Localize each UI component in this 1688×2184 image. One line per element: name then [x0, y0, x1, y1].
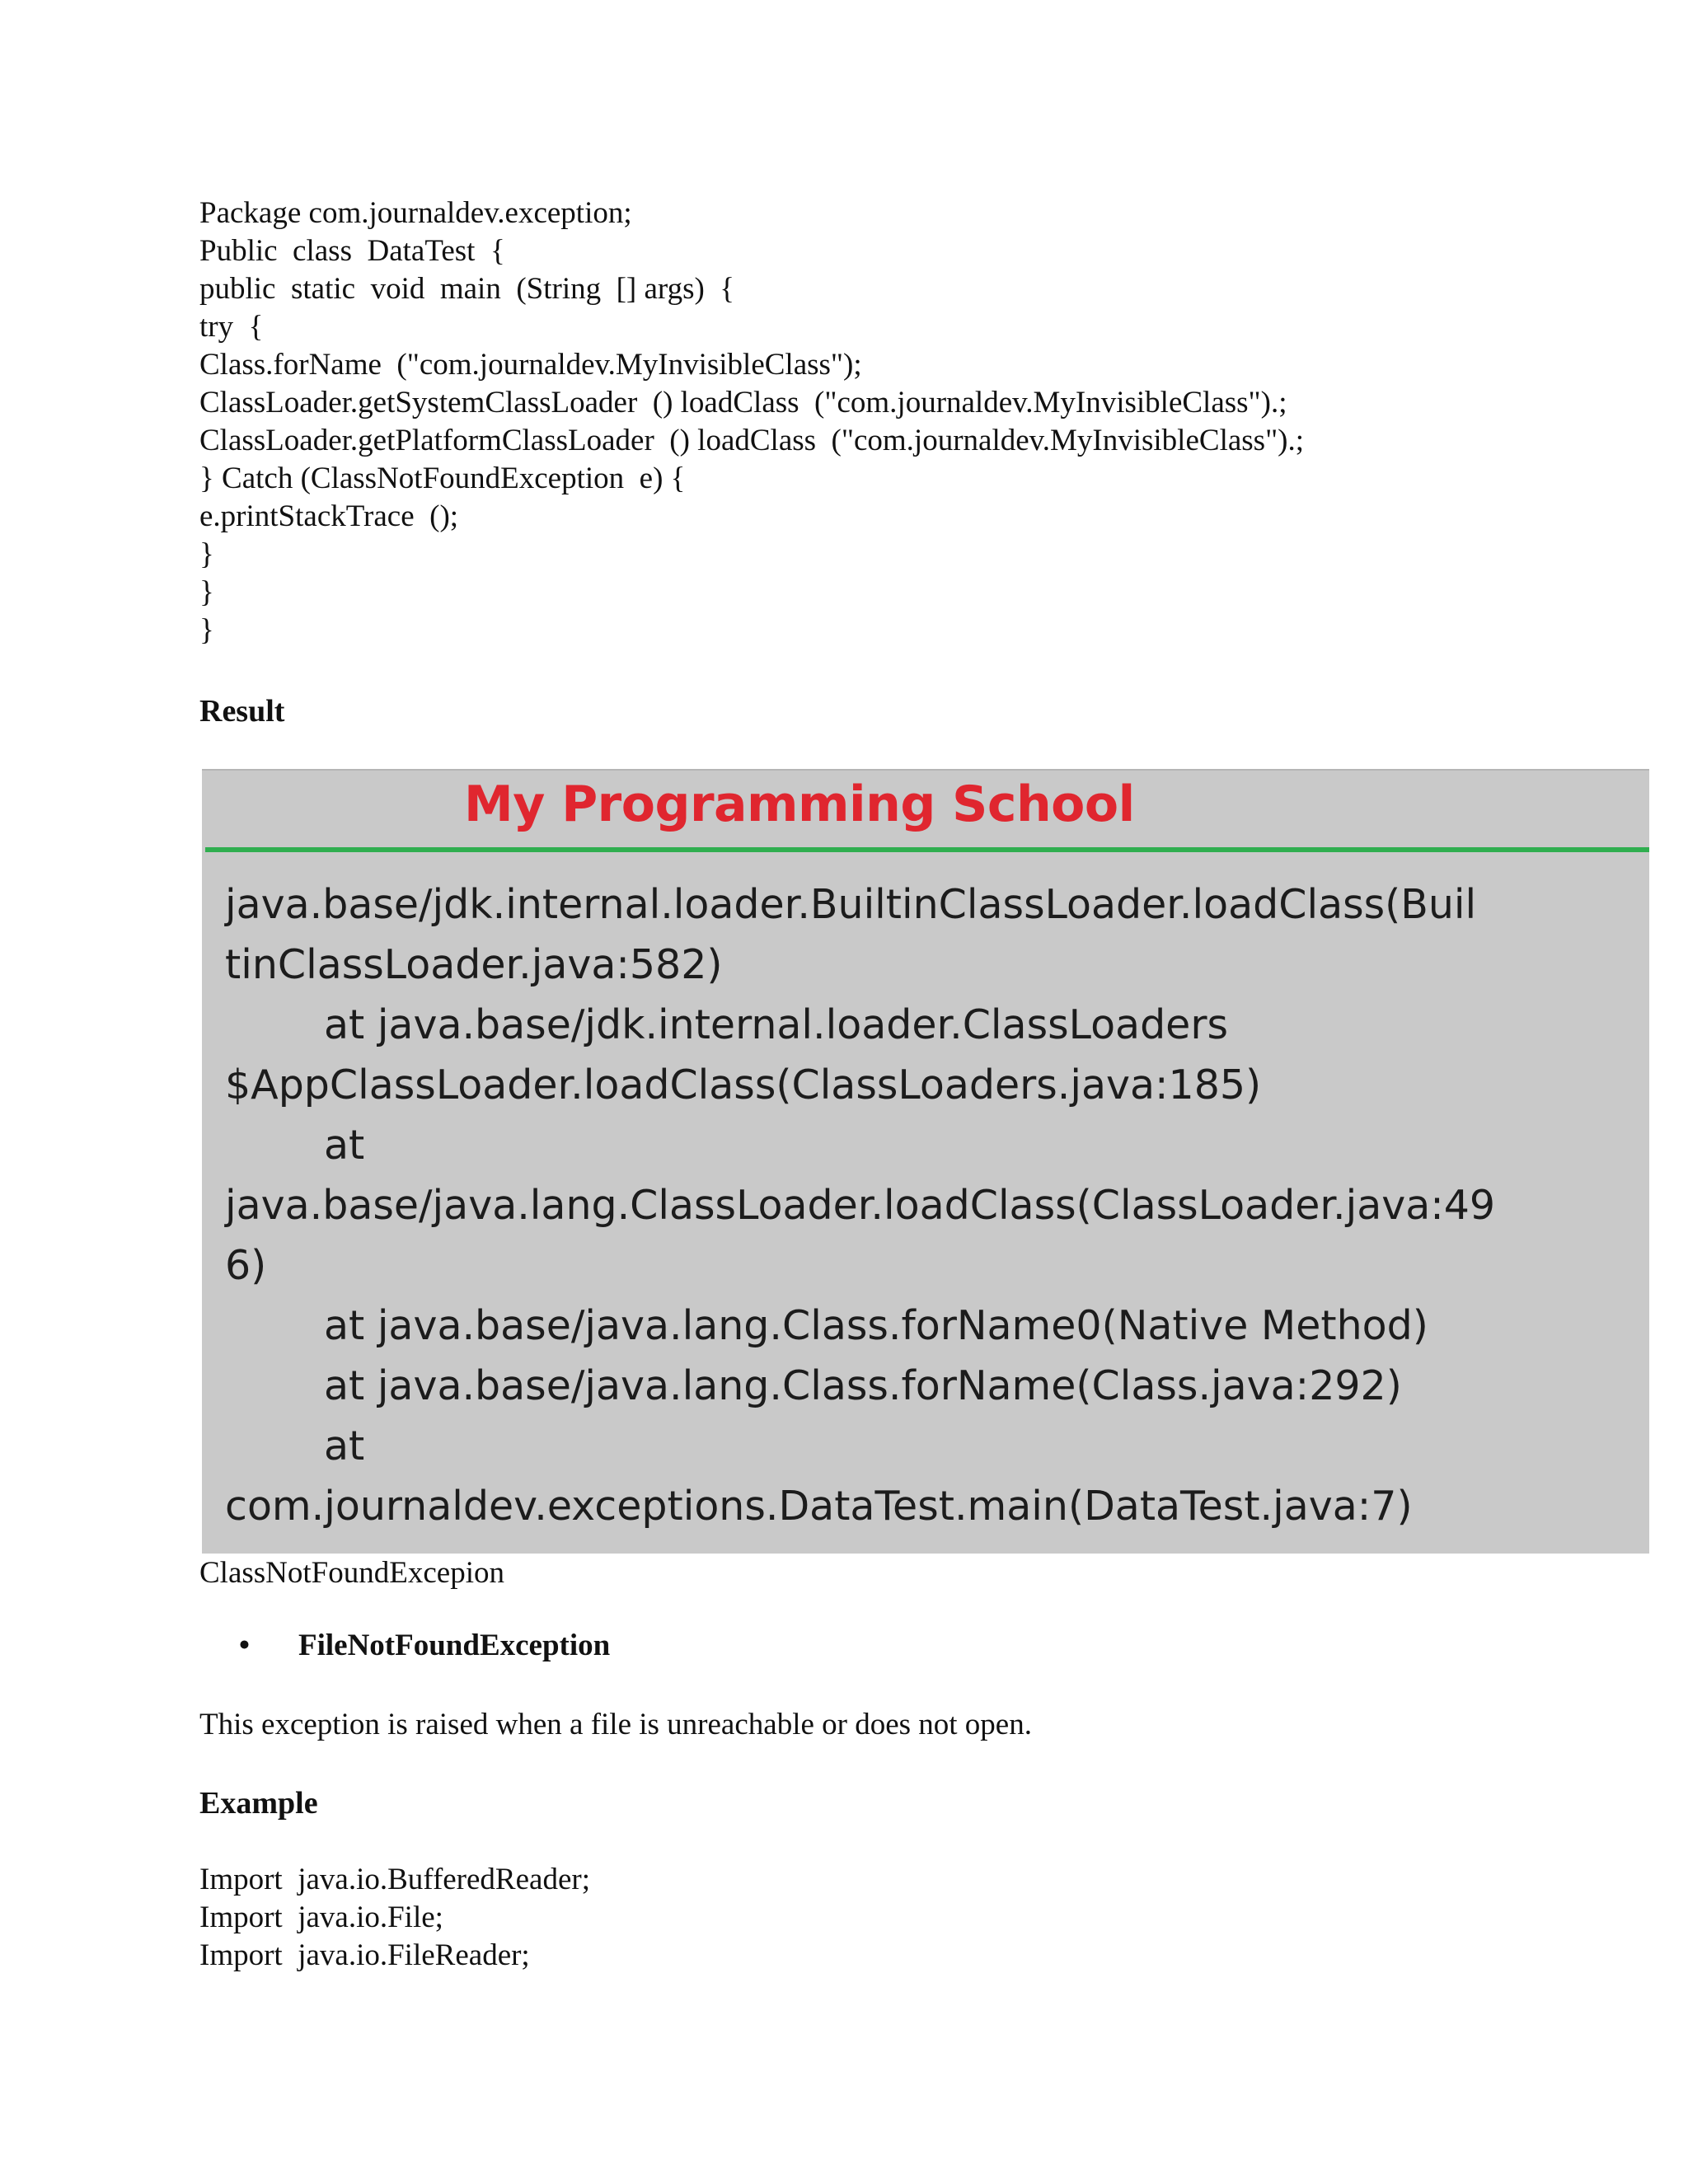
trace-line: at java.base/java.lang.Class.forName(Class.java:292): [324, 1362, 1402, 1409]
trace-line: at java.base/jdk.internal.loader.ClassLoaders: [324, 1001, 1228, 1048]
code-line: e.printStackTrace ();: [199, 499, 459, 533]
code-line: Public class DataTest {: [199, 234, 505, 268]
code-line: Package com.journaldev.exception;: [199, 196, 632, 230]
body-paragraph: This exception is raised when a file is unreachable or does not open.: [199, 1708, 1032, 1741]
trace-line: java.base/jdk.internal.loader.BuiltinClassLoader.loadClass(Buil: [225, 881, 1477, 928]
import-line: Import java.io.File;: [199, 1900, 443, 1934]
figure-caption: ClassNotFoundExcepion: [199, 1556, 504, 1590]
trace-line: at: [324, 1122, 365, 1169]
trace-line: tinClassLoader.java:582): [225, 941, 723, 988]
code-line: }: [199, 613, 214, 647]
code-line: ClassLoader.getSystemClassLoader () loadClass ("com.journaldev.MyInvisibleClass").;: [199, 386, 1287, 419]
code-listing: [199, 194, 1304, 649]
code-line: }: [199, 537, 214, 571]
import-line: Import java.io.BufferedReader;: [199, 1863, 590, 1896]
bullet-label: FileNotFoundException: [298, 1629, 611, 1662]
code-line: ClassLoader.getPlatformClassLoader () loadClass ("com.journaldev.MyInvisibleClass").;: [199, 424, 1305, 457]
result-heading: Result: [199, 694, 285, 729]
bullet-icon: •: [239, 1629, 250, 1662]
trace-line: at java.base/java.lang.Class.forName0(Native Method): [324, 1302, 1428, 1349]
stack-trace-text: [225, 874, 1495, 1536]
import-listing: [199, 1861, 590, 1975]
banner-title: My Programming School: [464, 776, 1135, 833]
code-line: } Catch (ClassNotFoundException e) {: [199, 462, 686, 495]
import-line: Import java.io.FileReader;: [199, 1938, 530, 1972]
code-line: public static void main (String [] args) {: [199, 272, 735, 306]
stack-trace-screenshot: [202, 769, 1649, 1554]
trace-line: com.journaldev.exceptions.DataTest.main(DataTest.java:7): [225, 1483, 1413, 1530]
code-line: Class.forName ("com.journaldev.MyInvisibleClass");: [199, 348, 862, 382]
trace-line: 6): [225, 1242, 267, 1289]
trace-line: java.base/java.lang.ClassLoader.loadClass(ClassLoader.java:49: [225, 1182, 1496, 1229]
code-line: try {: [199, 310, 264, 344]
screenshot-banner: [202, 771, 1649, 853]
trace-line: at: [324, 1422, 365, 1469]
code-line: }: [199, 575, 214, 609]
banner-divider: [205, 847, 1649, 852]
trace-line: $AppClassLoader.loadClass(ClassLoaders.java:185): [225, 1062, 1262, 1108]
example-heading: Example: [199, 1786, 318, 1821]
